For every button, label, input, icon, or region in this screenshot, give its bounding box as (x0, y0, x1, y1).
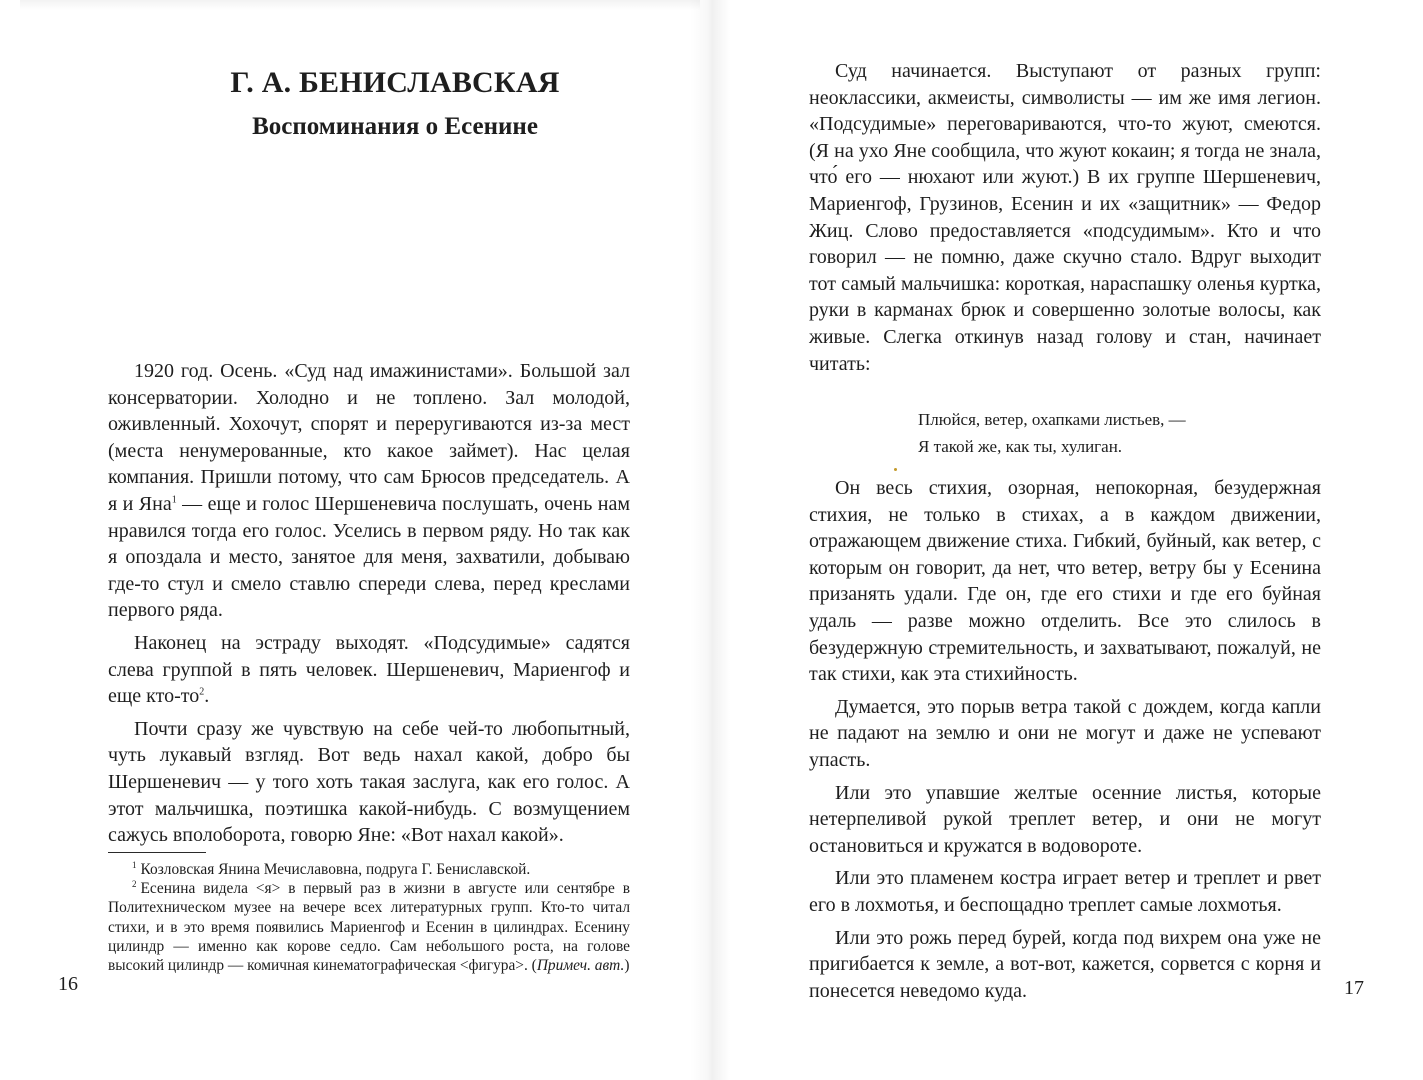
paragraph (108, 630, 630, 710)
paragraph (108, 716, 630, 849)
right-body-text-bottom (809, 475, 1321, 1010)
paragraph: Или это упавшие желтые осенние листья, которые нетерпеливой рукой треплет ветер, и они не могут остановиться и кружатся в водовороте. (809, 781, 1321, 857)
footnote-mark: 1 (132, 859, 137, 870)
footnote-text-tail: ) (624, 957, 630, 975)
page-number-left: 16 (58, 973, 78, 995)
poem-line: Я такой же, как ты, хулиган. (918, 437, 1123, 456)
paragraph-text: . (204, 685, 210, 708)
right-body-text-top (809, 58, 1321, 383)
paragraph: Или это рожь перед бурей, когда под вихрем она уже не пригибается к земле, а вот-вот, кажется, сорвется с корня и понесется неведомо куда. (809, 926, 1321, 1002)
paragraph: Суд начинается. Выступают от разных групп: неоклассики, акмеисты, символисты — им же имя легион. «Подсудимые» переговариваются, что-то жуют, смеются. (Я на ухо Яне сообщила, что жуют кокаин; я тогда не знала, что́ его — нюхают или жуют.) В их группе Шершеневич, Мариенгоф, Грузинов, Есенин и их «защитник» — Федор Жиц. Слово предоставляется «подсудимым». Кто и что говорил — не помню, даже скучно стало. Вдруг выходит тот самый мальчишка: короткая, нараспашку оленья куртка, руки в карманах брюк и совершенно золотые волосы, как живые. Слегка откинув назад голову и стан, начинает читать: (809, 60, 1321, 375)
left-body-text (108, 358, 630, 855)
paragraph (108, 358, 630, 624)
footnote-text: Козловская Янина Мечиславовна, подруга Г. Бениславской. (140, 861, 531, 878)
author-heading: Г. А. БЕНИСЛАВСКАЯ (230, 66, 560, 99)
paper-speck (894, 468, 897, 471)
footnote-text: Есенина видела <я> в первый раз в жизни в августе или сентябре в Политехническом музее на вечере всех литературных групп. Кто-то читал стихи, и в это время появились Мариенгоф и Есенин в цилиндрах. Есенину цилиндр — именно как корове седло. Сам небольшого роста, на голове высокий цилиндр — комичная кинематографическая <фигура>. ( (108, 880, 630, 975)
footnote-emphasis: Примеч. авт. (536, 957, 625, 975)
paragraph-text: Почти сразу же чувствую на себе чей-то любопытный, чуть лукавый взгляд. Вот ведь нахал какой, добро бы Шершеневич — у того хоть такая заслуга, как его голос. А этот мальчишка, поэтишка какой-нибудь. С возмущением сажусь вполоборота, говорю Яне: «Вот нахал какой». (108, 717, 630, 847)
footnote-divider (108, 852, 206, 853)
footnote (108, 879, 630, 975)
paragraph: Он весь стихия, озорная, непокорная, безудержная стихия, не только в стихах, а в каждом движении, отражающем движение стиха. Гибкий, буйный, как ветер, с которым он говорит, да нет, что ветер, ветру бы у Есенина призанять удали. Где он, где его стихи и где его буйная удаль — разве можно отделить. Все это слилось в безудержную стремительность, и захватывают, пожалуй, не так стихи, как эта стихийность. (809, 477, 1321, 686)
footnote (108, 860, 630, 879)
poem-line: Плюйся, ветер, охапками листьев, — (918, 410, 1186, 429)
paragraph-text: 1920 год. Осень. «Суд над имажинистами». Большой зал консерватории. Холодно и не топлено. Зал молодой, оживленный. Хохочут, спорят и переругиваются из-за мест (места ненумерованные, кто какое займет). Нас целая компания. Пришли потому, что сам Брюсов председатель. А я и Яна (108, 360, 630, 515)
right-page (712, 0, 1423, 1080)
paragraph: Думается, это порыв ветра такой с дождем, когда капли не падают на землю и они не могут и даже не успевают упасть. (809, 695, 1321, 771)
page-number-right: 17 (1344, 977, 1364, 999)
poem-quote (918, 406, 1186, 460)
page-top-edge (20, 0, 700, 10)
footnote-mark: 2 (132, 879, 137, 890)
chapter-header (140, 64, 650, 144)
paragraph-text: Наконец на эстраду выходят. «Подсудимые» садятся слева группой в пять человек. Шершеневич, Мариенгоф и еще кто-то (108, 631, 630, 708)
work-title-heading: Воспоминания о Есенине (252, 113, 538, 140)
footnote-ref: 1 (171, 494, 177, 506)
footnotes (108, 860, 630, 975)
paragraph-text: — еще и голос Шершеневича послушать, очень нам нравился тогда его голос. Уселись в первом ряду. Но так как я опоздала и место, занятое для меня, захватили, добываю где-то стул и смело ставлю спереди слева, перед креслами первого ряда. (108, 492, 630, 622)
footnote-ref: 2 (199, 686, 205, 698)
paragraph: Или это пламенем костра играет ветер и треплет и рвет его в лохмотья, и беспощадно треплет самые лохмотья. (809, 867, 1321, 916)
